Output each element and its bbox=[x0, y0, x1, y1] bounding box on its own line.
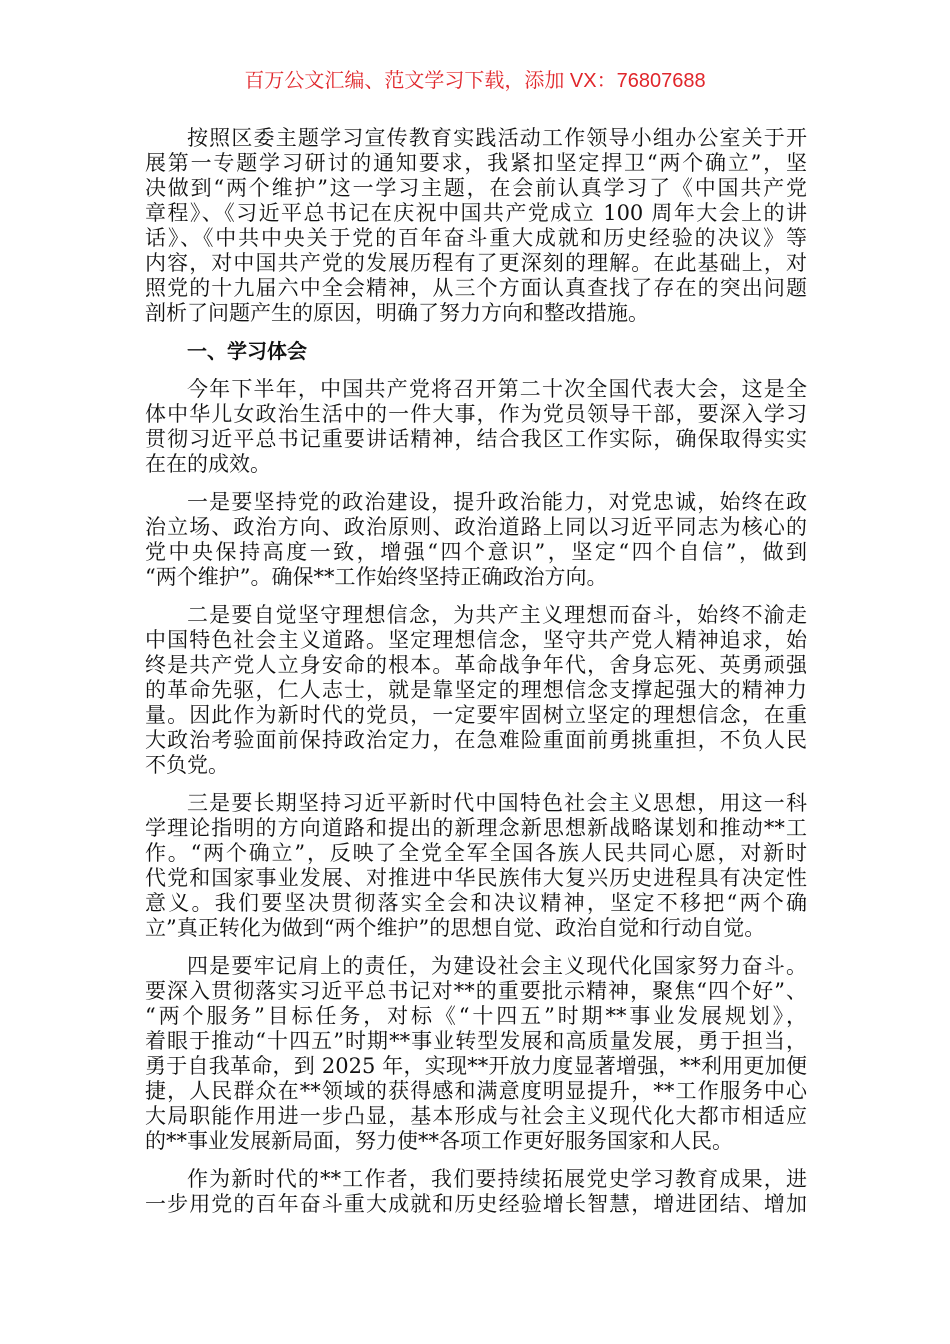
text-line: 勇于自我革命，到 2025 年，实现**开放力度显著增强，**利用更加便 bbox=[145, 1054, 807, 1078]
text-line: 捷，人民群众在**领域的获得感和满意度明显提升，**工作服务中心 bbox=[145, 1079, 807, 1103]
text-line: 话》、《中共中央关于党的百年奋斗重大成就和历史经验的决议》等 bbox=[145, 226, 807, 250]
paragraph-point-one bbox=[145, 490, 807, 590]
text-line: 着眼于推动“十四五”时期**事业转型发展和高质量发展，勇于担当， bbox=[145, 1029, 807, 1053]
paragraph-overview bbox=[145, 377, 807, 477]
text-line: 一是要坚持党的政治建设，提升政治能力，对党忠诚，始终在政 bbox=[187, 490, 807, 514]
intro-paragraph bbox=[145, 126, 807, 326]
text-line: 内容，对中国共产党的发展历程有了更深刻的理解。在此基础上，对 bbox=[145, 251, 807, 275]
text-line: 的革命先驱，仁人志士，就是靠坚定的理想信念支撑起强大的精神力 bbox=[145, 678, 807, 702]
text-line: 治立场、政治方向、政治原则、政治道路上同以习近平同志为核心的 bbox=[145, 515, 807, 539]
text-line: 量。因此作为新时代的党员，一定要牢固树立坚定的理想信念，在重 bbox=[145, 703, 807, 727]
text-line: 展第一专题学习研讨的通知要求，我紧扣坚定捍卫“两个确立”，坚 bbox=[145, 151, 807, 175]
text-line: 贯彻习近平总书记重要讲话精神，结合我区工作实际，确保取得实实 bbox=[145, 427, 807, 451]
text-line: 决做到“两个维护”这一学习主题，在会前认真学习了《中国共产党 bbox=[145, 176, 807, 200]
text-line: 章程》、《习近平总书记在庆祝中国共产党成立 100 周年大会上的讲 bbox=[145, 201, 807, 225]
document-body bbox=[145, 126, 807, 1230]
text-line: 剖析了问题产生的原因，明确了努力方向和整改措施。 bbox=[145, 301, 649, 325]
section-heading-study: 一、学习体会 bbox=[187, 339, 307, 363]
text-line: 中国特色社会主义道路。坚定理想信念，坚守共产党人精神追求，始 bbox=[145, 628, 807, 652]
text-line: 学理论指明的方向道路和提出的新理念新思想新战略谋划和推动**工 bbox=[145, 816, 807, 840]
text-line: 按照区委主题学习宣传教育实践活动工作领导小组办公室关于开 bbox=[187, 126, 807, 150]
paragraph-point-four bbox=[145, 954, 807, 1154]
paragraph-conclusion bbox=[145, 1167, 807, 1217]
text-line: 党中央保持高度一致，增强“四个意识”，坚定“四个自信”，做到 bbox=[145, 540, 807, 564]
text-line: 二是要自觉坚守理想信念，为共产主义理想而奋斗，始终不渝走 bbox=[187, 603, 807, 627]
text-line: “两个维护”。确保**工作始终坚持正确政治方向。 bbox=[145, 565, 608, 589]
text-line: 终是共产党人立身安命的根本。革命战争年代，舍身忘死、英勇顽强 bbox=[145, 653, 807, 677]
paragraph-point-three bbox=[145, 791, 807, 941]
text-line: 体中华儿女政治生活中的一件大事，作为党员领导干部，要深入学习 bbox=[145, 402, 807, 426]
text-line: 作为新时代的**工作者，我们要持续拓展党史学习教育成果，进 bbox=[187, 1167, 807, 1191]
text-line: 代党和国家事业发展、对推进中华民族伟大复兴历史进程具有决定性 bbox=[145, 866, 807, 890]
watermark-banner: 百万公文汇编、范文学习下载，添加 VX：76807688 bbox=[244, 70, 706, 92]
text-line: “两个服务”目标任务，对标《“十四五”时期**事业发展规划》， bbox=[145, 1004, 807, 1028]
text-line: 一步用党的百年奋斗重大成就和历史经验增长智慧，增进团结、增加 bbox=[145, 1192, 807, 1216]
text-line: 作。“两个确立”，反映了全党全军全国各族人民共同心愿，对新时 bbox=[145, 841, 807, 865]
text-line: 今年下半年，中国共产党将召开第二十次全国代表大会，这是全 bbox=[187, 377, 807, 401]
text-line: 大局职能作用进一步凸显，基本形成与社会主义现代化大都市相适应 bbox=[145, 1104, 807, 1128]
text-line: 三是要长期坚持习近平新时代中国特色社会主义思想，用这一科 bbox=[187, 791, 807, 815]
paragraph-point-two bbox=[145, 603, 807, 778]
text-line: 在在的成效。 bbox=[145, 452, 271, 476]
text-line: 四是要牢记肩上的责任，为建设社会主义现代化国家努力奋斗。 bbox=[187, 954, 807, 978]
text-line: 照党的十九届六中全会精神，从三个方面认真查找了存在的突出问题 bbox=[145, 276, 807, 300]
text-line: 大政治考验面前保持政治定力，在急难险重面前勇挑重担，不负人民 bbox=[145, 728, 807, 752]
text-line: 的**事业发展新局面，努力使**各项工作更好服务国家和人民。 bbox=[145, 1129, 733, 1153]
text-line: 意义。我们要坚决贯彻落实全会和决议精神，坚定不移把“两个确 bbox=[145, 891, 807, 915]
text-line: 不负党。 bbox=[145, 753, 229, 777]
text-line: 要深入贯彻落实习近平总书记对**的重要批示精神，聚焦“四个好”、 bbox=[145, 979, 807, 1003]
text-line: 立”真正转化为做到“两个维护”的思想自觉、政治自觉和行动自觉。 bbox=[145, 916, 766, 940]
